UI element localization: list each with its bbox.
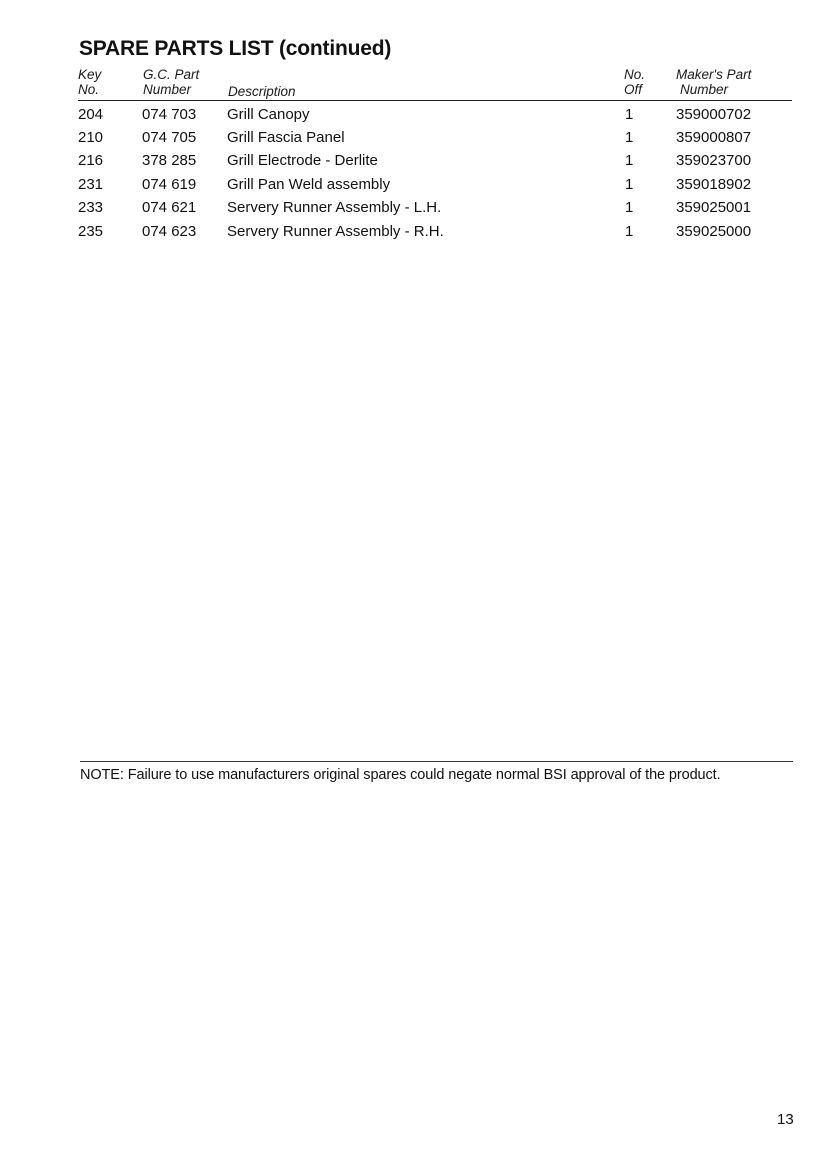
table-row	[0, 129, 838, 153]
header-divider	[78, 100, 792, 101]
cell-gc-part: 074 623	[142, 223, 197, 240]
cell-key: 233	[78, 199, 104, 216]
cell-no-off: 1	[625, 176, 634, 193]
cell-makers-part: 359025000	[676, 223, 752, 240]
cell-key: 216	[78, 152, 104, 169]
cell-description: Servery Runner Assembly - L.H.	[227, 199, 442, 216]
table-row	[0, 199, 838, 223]
header-no-off-line1: No.	[624, 67, 646, 82]
cell-gc-part: 378 285	[142, 152, 197, 169]
cell-makers-part: 359000702	[676, 106, 752, 123]
cell-key: 210	[78, 129, 104, 146]
header-makers-part-line2: Number	[680, 82, 729, 97]
cell-no-off: 1	[625, 223, 634, 240]
header-key-line2: No.	[78, 82, 100, 97]
page-number: 13	[777, 1111, 794, 1128]
cell-key: 204	[78, 106, 104, 123]
cell-no-off: 1	[625, 129, 634, 146]
cell-gc-part: 074 705	[142, 129, 197, 146]
table-row	[0, 106, 838, 130]
cell-makers-part: 359025001	[676, 199, 752, 216]
cell-makers-part: 359000807	[676, 129, 752, 146]
header-makers-part	[676, 67, 751, 97]
header-no-off-line2: Off	[624, 82, 643, 97]
header-description	[228, 84, 296, 99]
cell-description: Servery Runner Assembly - R.H.	[227, 223, 444, 240]
cell-no-off: 1	[625, 152, 634, 169]
table-row	[0, 152, 838, 176]
header-key-line1: Key	[78, 67, 102, 82]
note-divider	[80, 761, 793, 762]
cell-gc-part: 074 621	[142, 199, 197, 216]
table-row	[0, 223, 838, 247]
cell-no-off: 1	[625, 106, 634, 123]
cell-makers-part: 359018902	[676, 176, 752, 193]
cell-key: 235	[78, 223, 104, 240]
cell-description: Grill Fascia Panel	[227, 129, 345, 146]
cell-no-off: 1	[625, 199, 634, 216]
header-gc-part	[143, 67, 199, 97]
cell-description: Grill Pan Weld assembly	[227, 176, 391, 193]
cell-gc-part: 074 619	[142, 176, 197, 193]
cell-description: Grill Canopy	[227, 106, 310, 123]
cell-gc-part: 074 703	[142, 106, 197, 123]
header-no-off	[624, 67, 645, 97]
note-text: NOTE: Failure to use manufacturers original spares could negate normal BSI approval of the product.	[80, 767, 721, 783]
header-gc-part-line1: G.C. Part	[143, 67, 200, 82]
header-makers-part-line1: Maker's Part	[676, 67, 752, 82]
header-gc-part-line2: Number	[143, 82, 192, 97]
header-description-label: Description	[228, 84, 296, 99]
page-title: SPARE PARTS LIST (continued)	[79, 37, 392, 60]
table-row	[0, 176, 838, 200]
cell-key: 231	[78, 176, 104, 193]
cell-makers-part: 359023700	[676, 152, 752, 169]
header-key	[78, 67, 101, 97]
cell-description: Grill Electrode - Derlite	[227, 152, 378, 169]
